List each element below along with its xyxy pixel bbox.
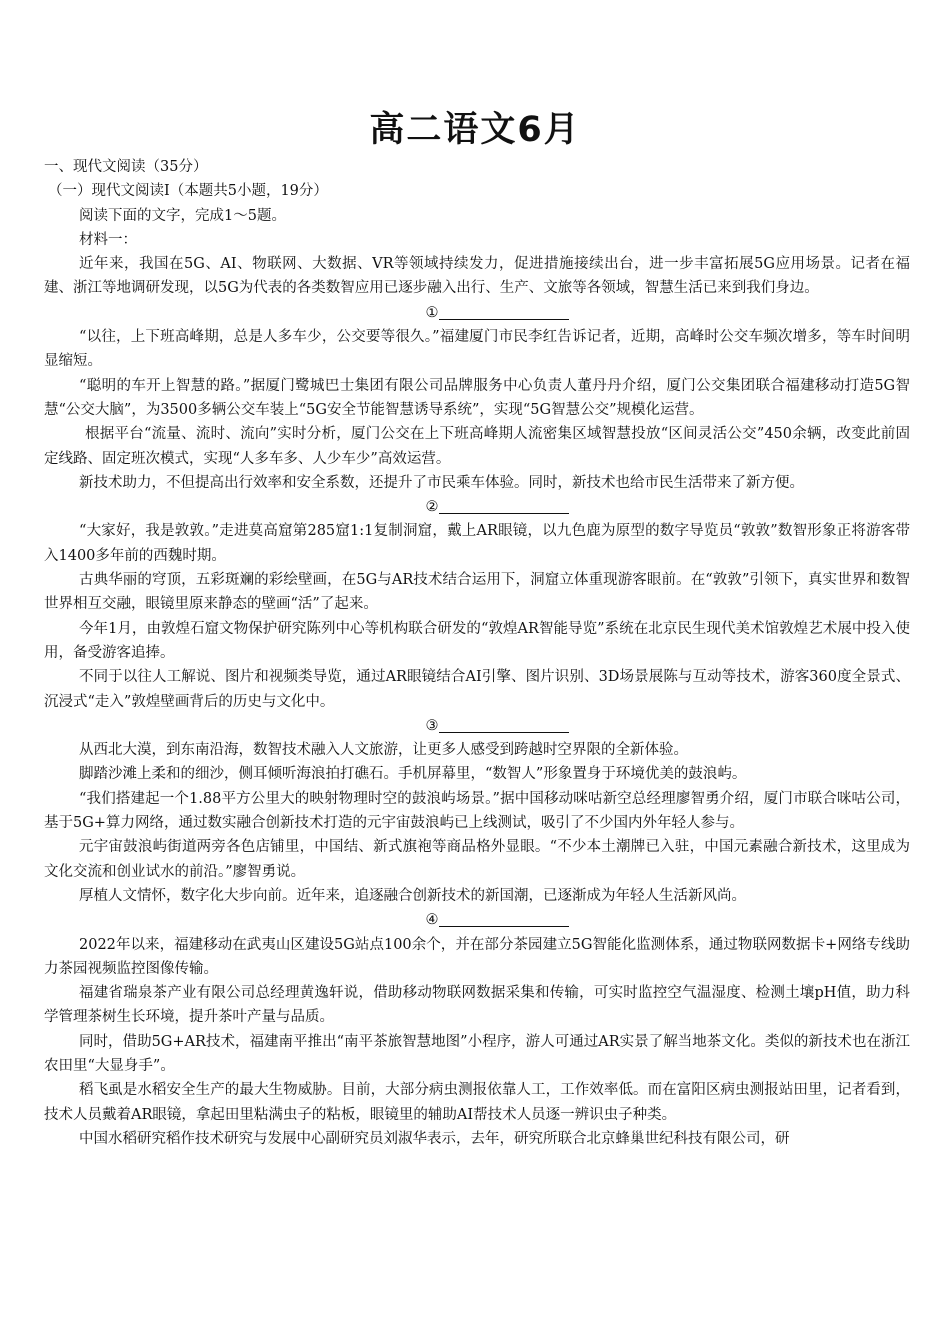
- paragraph: 厚植人文情怀，数字化大步向前。近年来，追逐融合创新技术的新国潮，已逐渐成为年轻人生活新风尚。: [79, 887, 746, 904]
- material-label: 材料一：: [79, 231, 137, 248]
- paragraph: 不同于以往人工解说、图片和视频类导览，通过AR眼镜结合AI引擎、图片识别、3D场景展陈与互动等技术，游客360度全景式、沉浸式“走入”敦煌壁画背后的历史与文化中。: [44, 669, 910, 710]
- fill-blank-line: [439, 496, 569, 514]
- reading-instruction: 阅读下面的文字，完成1～5题。: [79, 207, 286, 224]
- paragraph: “以往，上下班高峰期，总是人多车少，公交要等很久。”福建厦门市民李红告诉记者，近期，高峰时公交车频次增多，等车时间明显缩短。: [44, 329, 910, 370]
- blank-number: ①: [425, 304, 439, 321]
- subheading-blank: [44, 908, 910, 932]
- paragraph: “大家好，我是敦敦。”走进莫高窟第285窟1:1复制洞窟，戴上AR眼镜，以九色鹿为原型的数字导览员“敦敦”数智形象正将游客带入1400多年前的西魏时期。: [44, 523, 910, 564]
- subsection-heading: （一）现代文阅读Ⅰ（本题共5小题，19分）: [48, 183, 328, 200]
- paragraph: 同时，借助5G+AR技术，福建南平推出“南平茶旅智慧地图”小程序，游人可通过AR实景了解当地茶文化。类似的新技术也在浙江农田里“大显身手”。: [44, 1033, 910, 1074]
- subheading-blank: [44, 714, 910, 738]
- section-heading: 一、现代文阅读（35分）: [44, 159, 208, 175]
- paragraph: “聪明的车开上智慧的路。”据厦门鹭城巴士集团有限公司品牌服务中心负责人董丹丹介绍，厦门公交集团联合福建移动打造5G智慧“公交大脑”，为3500多辆公交车装上“5G安全节能智慧诱导系统”，实现“5G智慧公交”规模化运营。: [44, 377, 910, 418]
- fill-blank-line: [439, 909, 569, 927]
- paragraph: 中国水稻研究稻作技术研究与发展中心副研究员刘淑华表示，去年，研究所联合北京蜂巢世纪科技有限公司，研: [79, 1130, 790, 1147]
- subheading-blank: [44, 495, 910, 519]
- paragraph: 古典华丽的穹顶，五彩斑斓的彩绘壁画，在5G与AR技术结合运用下，洞窟立体重现游客眼前。在“敦敦”引领下，真实世界和数智世界相互交融，眼镜里原来静态的壁画“活”了起来。: [44, 572, 910, 613]
- paragraph: 稻飞虱是水稻安全生产的最大生物威胁。目前，大部分病虫测报依靠人工，工作效率低。而在富阳区病虫测报站田里，记者看到，技术人员戴着AR眼镜，拿起田里粘满虫子的粘板，眼镜里的辅助AI帮技术人员逐一辨识虫子种类。: [44, 1082, 910, 1123]
- paragraph: 根据平台“流量、流时、流向”实时分析，厦门公交在上下班高峰期人流密集区域智慧投放“区间灵活公交”450余辆，改变此前固定线路、固定班次模式，实现“人多车多、人少车少”高效运营。: [44, 426, 910, 467]
- paragraph: 2022年以来，福建移动在武夷山区建设5G站点100余个，并在部分茶园建立5G智能化监测体系，通过物联网数据卡+网络专线助力茶园视频监控图像传输。: [44, 936, 910, 977]
- paragraph: 脚踏沙滩上柔和的细沙，侧耳倾听海浪拍打礁石。手机屏幕里，“数智人”形象置身于环境优美的鼓浪屿。: [79, 766, 747, 783]
- article-body: [44, 155, 910, 1151]
- blank-number: ④: [425, 912, 439, 929]
- paragraph: 新技术助力，不但提高出行效率和安全系数，还提升了市民乘车体验。同时，新技术也给市民生活带来了新方便。: [79, 474, 804, 491]
- page-title: 高二语文6月: [369, 110, 581, 150]
- blank-number: ②: [425, 499, 439, 516]
- paragraph: 元宇宙鼓浪屿街道两旁各色店铺里，中国结、新式旗袍等商品格外显眼。“不少本土潮牌已入驻，中国元素融合新技术，这里成为文化交流和创业试水的前沿。”廖智勇说。: [44, 839, 910, 880]
- paragraph: 从西北大漠，到东南沿海，数智技术融入人文旅游，让更多人感受到跨越时空界限的全新体验。: [79, 742, 688, 759]
- blank-number: ③: [425, 717, 439, 734]
- paragraph: 福建省瑞泉茶产业有限公司总经理黄逸轩说，借助移动物联网数据采集和传输，可实时监控空气温湿度、检测土壤pH值，助力科学管理茶树生长环境，提升茶叶产量与品质。: [44, 985, 910, 1026]
- fill-blank-line: [439, 302, 569, 320]
- paragraph: 今年1月，由敦煌石窟文物保护研究陈列中心等机构联合研发的“敦煌AR智能导览”系统在北京民生现代美术馆敦煌艺术展中投入使用，备受游客追捧。: [44, 620, 910, 661]
- paragraph: 近年来，我国在5G、AI、物联网、大数据、VR等领域持续发力，促进措施接续出台，进一步丰富拓展5G应用场景。记者在福建、浙江等地调研发现，以5G为代表的各类数智应用已逐步融入出行、生产、文旅等各领域，智慧生活已来到我们身边。: [44, 256, 910, 297]
- subheading-blank: [44, 301, 910, 325]
- paragraph: “我们搭建起一个1.88平方公里大的映射物理时空的鼓浪屿场景。”据中国移动咪咕新空总经理廖智勇介绍，厦门市联合咪咕公司，基于5G+算力网络，通过数实融合创新技术打造的元宇宙鼓浪屿已上线测试，吸引了不少国内外年轻人参与。: [44, 790, 910, 832]
- fill-blank-line: [439, 715, 569, 733]
